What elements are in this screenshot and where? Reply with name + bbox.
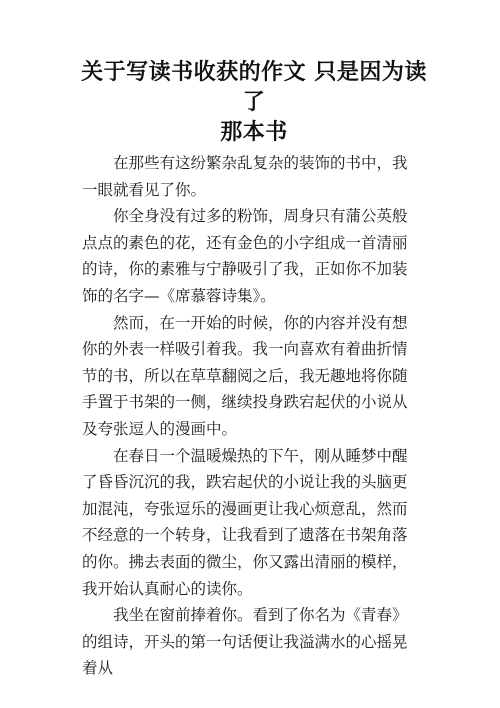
paragraph: 在春日一个温暖燥热的下午，刚从睡梦中醒了昏昏沉沉的我，跌宕起伏的小说让我的头脑更加混沌，夸张逗乐的漫画更让我心烦意乱，然而不经意的一个转身，让我看到了遗落在书架角落的你。拂去表面的微尘，你又露出清丽的模样，我开始认真耐心的读你。 xyxy=(82,446,408,598)
paragraph: 你全身没有过多的粉饰，周身只有蒲公英般点点的素色的花，还有金色的小字组成一首清丽的诗，你的素雅与宁静吸引了我，正如你不加装饰的名字—《席慕蓉诗集》。 xyxy=(82,207,408,305)
title-line-2: 那本书 xyxy=(220,120,288,145)
document-title xyxy=(74,58,434,148)
document-body xyxy=(82,150,422,682)
paragraph: 在那些有这纷繁杂乱复杂的装饰的书中，我一眼就看见了你。 xyxy=(82,154,408,199)
title-line-1: 关于写读书收获的作文 只是因为读了 xyxy=(81,60,427,115)
paragraph: 我坐在窗前捧着你。看到了你名为《青春》的组诗，开头的第一句话便让我溢满水的心摇晃着从 xyxy=(82,606,408,678)
paragraph: 然而，在一开始的时候，你的内容并没有想你的外表一样吸引着我。我一向喜欢有着曲折情节的书，所以在草草翻阅之后，我无趣地将你随手置于书架的一侧，继续投身跌宕起伏的小说从及夸张逗人的漫画中。 xyxy=(82,313,408,438)
